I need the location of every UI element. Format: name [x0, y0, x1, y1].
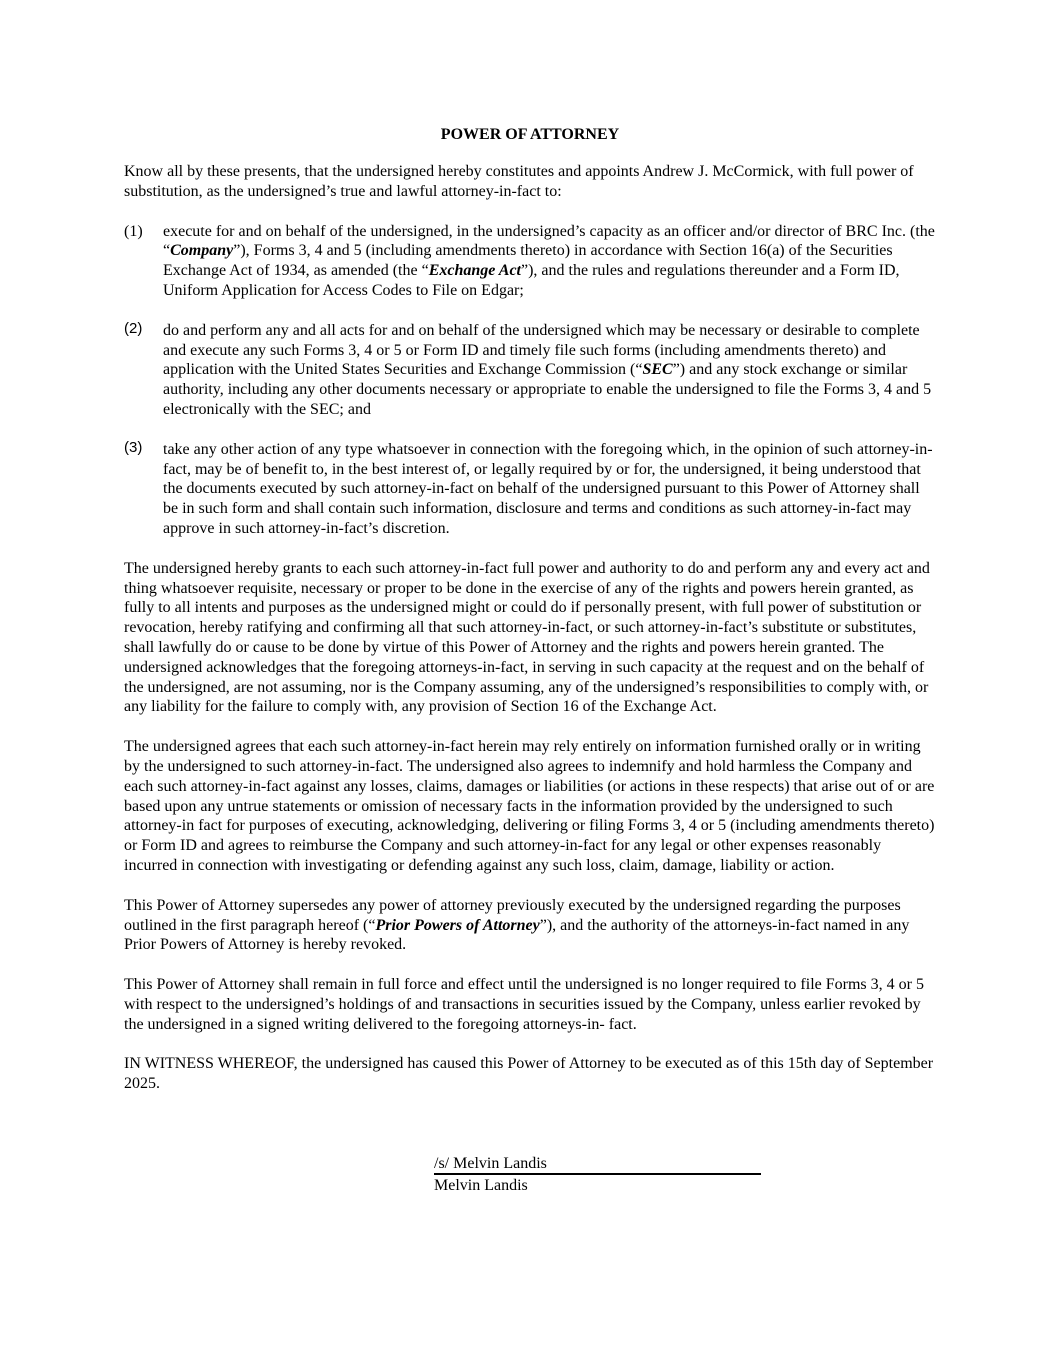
signature-block	[434, 1154, 761, 1196]
document-body	[124, 125, 936, 1114]
intro-paragraph: Know all by these presents, that the undersigned hereby constitutes and appoints Andrew J. McCormick, with full power of substitution, as the undersigned’s true and lawful attorney-in-fact to:	[124, 163, 914, 200]
document-title: POWER OF ATTORNEY	[440, 126, 620, 143]
item-text: execute for and on behalf of the undersigned, in the undersigned’s capacity as an officer and/or director of BRC Inc. (the “Company”), Forms 3, 4 and 5 (including amendments thereto) in accordance with Section 16(a) of the Securities Exchange Act of 1934, as amended (the “Exchange Act”), and the rules and regulations thereunder and a Form ID, Uniform Application for Access Codes to File on Edgar;	[163, 222, 935, 299]
defined-term-sec: SEC	[642, 361, 673, 379]
effect-paragraph: This Power of Attorney shall remain in full force and effect until the undersigned is no longer required to file Forms 3, 4 or 5 with respect to the undersigned’s holdings of and transactions in securities issued by the Company, unless earlier revoked by the undersigned in a signed writing delivered to the foregoing attorneys-in- fact.	[124, 976, 924, 1033]
defined-term-exchange-act: Exchange Act	[428, 262, 521, 280]
item-text: do and perform any and all acts for and on behalf of the undersigned which may be necessary or desirable to complete and execute any such Forms 3, 4 or 5 or Form ID and timely file such forms (including amendments thereto) and application with the United States Securities and Exchange Commission (“SEC”) and any stock exchange or similar authority, including any other documents necessary or appropriate to enable the undersigned to file the Forms 3, 4 and 5 electronically with the SEC; and	[163, 321, 932, 418]
defined-term-prior-powers: Prior Powers of Attorney	[375, 916, 540, 934]
item-number: (1)	[124, 222, 143, 240]
list-item	[124, 321, 936, 420]
reliance-paragraph: The undersigned agrees that each such attorney-in-fact herein may rely entirely on information furnished orally or in writing by the undersigned to such attorney-in-fact. The undersigned also agrees to indemnify and hold harmless the Company and each such attorney-in-fact against any losses, claims, damages or liabilities (or actions in these respects) that arise out of or are based upon any untrue statements or omission of necessary facts in the information provided by the undersigned to such attorney-in fact for purposes of executing, acknowledging, delivering or filing Forms 3, 4 or 5 (including amendments thereto) or Form ID and agrees to reimburse the Company and such attorney-in-fact for any legal or other expenses reasonably incurred in connection with investigating or defending against any such loss, claim, damage, liability or action.	[124, 738, 935, 874]
item-text: take any other action of any type whatsoever in connection with the foregoing which, in the opinion of such attorney-in-fact, may be of benefit to, in the best interest of, or legally required by or for, the undersigned, it being understood that the documents executed by such attorney-in-fact on behalf of the undersigned pursuant to this Power of Attorney shall be in such form and shall contain such information, disclosure and terms and conditions as such attorney-in-fact may approve in such attorney-in-fact’s discretion.	[163, 440, 933, 537]
item-number: (2)	[124, 319, 143, 337]
supersede-paragraph: This Power of Attorney supersedes any power of attorney previously executed by the undersigned regarding the purposes outlined in the first paragraph hereof (“Prior Powers of Attorney”), and the authority of the attorneys-in-fact named in any Prior Powers of Attorney is hereby revoked.	[124, 896, 910, 954]
signature-line: /s/ Melvin Landis	[434, 1154, 761, 1175]
signatory-name: Melvin Landis	[434, 1177, 528, 1194]
list-item	[124, 440, 936, 539]
grant-paragraph: The undersigned hereby grants to each such attorney-in-fact full power and authority to do and perform any and every act and thing whatsoever requisite, necessary or proper to be done in the exercise of any of the rights and powers herein granted, as fully to all intents and purposes as the undersigned might or could do if personally present, with full power of substitution or revocation, hereby ratifying and confirming all that such attorney-in-fact, or such attorney-in-fact’s substitute or substitutes, shall lawfully do or cause to be done by virtue of this Power of Attorney and the rights and powers herein granted. The undersigned acknowledges that the foregoing attorneys-in-fact, in serving in such capacity at the request and on the behalf of the undersigned, are not assuming, nor is the Company assuming, any of the undersigned’s responsibilities to comply with, or any liability for the failure to comply with, any provision of Section 16 of the Exchange Act.	[124, 559, 930, 716]
list-item	[124, 222, 936, 301]
item-number: (3)	[124, 438, 143, 456]
defined-term-company: Company	[170, 242, 234, 260]
witness-paragraph: IN WITNESS WHEREOF, the undersigned has caused this Power of Attorney to be executed as of this 15th day of September 2025.	[124, 1055, 934, 1093]
